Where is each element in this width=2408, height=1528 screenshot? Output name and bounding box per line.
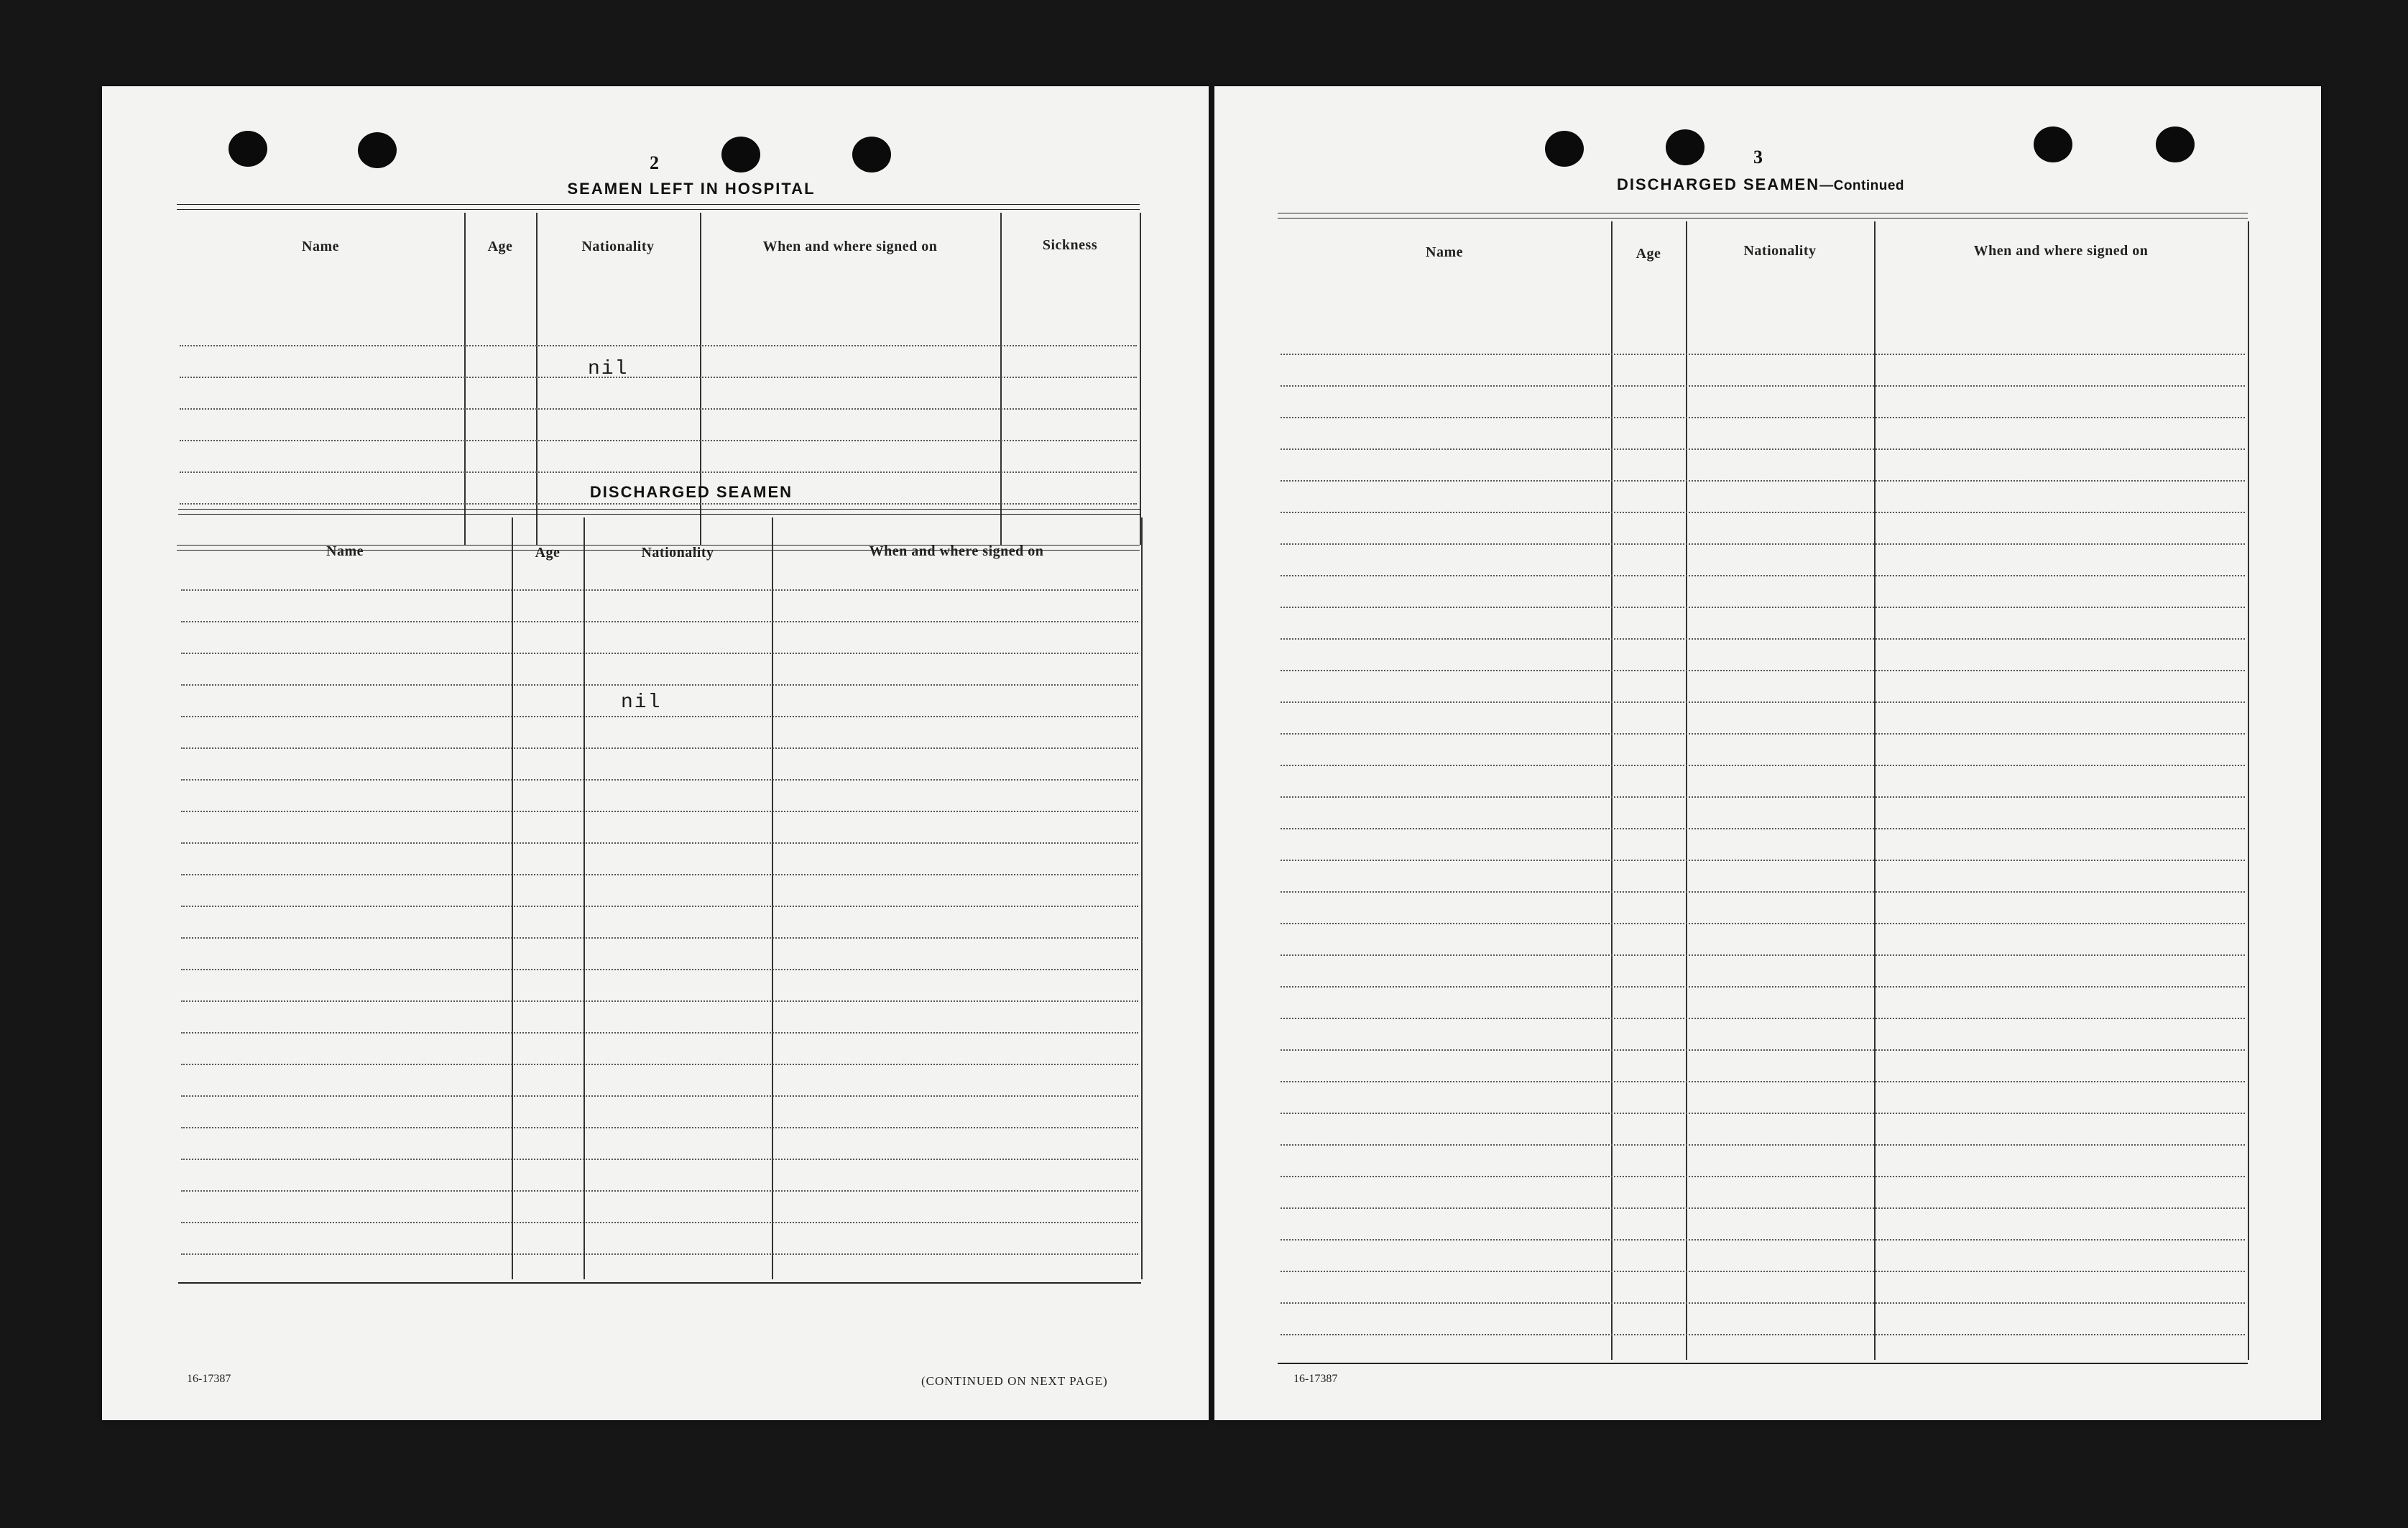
row-line [1281,354,2245,355]
row-line [1281,1144,2245,1146]
hospital-top-rule [177,204,1140,210]
row-line [1281,670,2245,671]
row-line [181,1253,1138,1255]
row-line [1281,796,2245,798]
discharged-nil-entry: nil [621,691,662,714]
discharged-continued-title [1531,175,1990,194]
row-line [181,653,1138,654]
discharged-continued-table [1278,221,2248,1360]
row-line [1281,986,2245,988]
discharged-section-title: DISCHARGED SEAMEN [589,483,793,501]
row-line [1281,1081,2245,1082]
age-column [1611,221,1687,1360]
column-header-age: Age [487,239,513,254]
row-line [181,1159,1138,1160]
row-line [1281,1113,2245,1114]
row-line [180,345,1137,346]
row-line [180,408,1137,410]
row-line [1281,1239,2245,1241]
row-line [180,471,1137,473]
nationality-column [583,517,773,1279]
punch-hole [1545,131,1584,167]
column-header-signed-on: When and where signed on [762,239,938,254]
row-line [181,779,1138,781]
row-line [1281,1049,2245,1051]
row-line [181,1095,1138,1097]
age-column [512,517,585,1279]
hospital-nil-entry: nil [588,358,629,380]
row-line [1281,765,2245,766]
column-header-nationality: Nationality [641,545,714,561]
column-header-age: Age [535,545,561,561]
row-line [180,377,1137,378]
row-line [1281,448,2245,450]
row-line [1281,1207,2245,1209]
continued-note: (CONTINUED ON NEXT PAGE) [921,1374,1108,1388]
column-header-sickness: Sickness [1042,237,1098,253]
row-line [181,1032,1138,1034]
column-header-signed-on: When and where signed on [1973,243,2149,259]
column-header-name: Name [302,239,339,254]
punch-hole [358,132,397,168]
row-line [181,747,1138,749]
column-header-nationality: Nationality [581,239,655,254]
row-line [180,440,1137,441]
name-column [178,517,513,1279]
row-line [1281,1334,2245,1335]
row-line [181,906,1138,907]
row-line [1281,638,2245,640]
page-number: 3 [1753,147,1763,167]
row-line [1281,1018,2245,1019]
left-page [102,86,1209,1420]
discharged-bottom-rule [178,1282,1141,1284]
row-line [1281,828,2245,829]
row-line [181,1000,1138,1002]
row-line [180,503,1137,505]
signed-on-column [772,517,1143,1279]
row-line [181,589,1138,591]
row-line [1281,954,2245,956]
row-line [181,937,1138,939]
row-line [181,1064,1138,1065]
row-line [1281,1271,2245,1272]
row-line [1281,1302,2245,1304]
row-line [1281,543,2245,545]
sickness-column [1000,213,1141,545]
punch-hole [2034,126,2072,162]
form-code: 16-17387 [1293,1373,1338,1385]
punch-hole [1666,129,1704,165]
form-code: 16-17387 [187,1373,231,1385]
row-line [1281,701,2245,703]
page-number: 2 [650,152,659,173]
column-header-age: Age [1636,246,1661,262]
name-column [1278,221,1613,1360]
row-line [1281,733,2245,735]
column-header-nationality: Nationality [1743,243,1817,259]
discharged-top-rule [178,509,1141,515]
row-line [181,811,1138,812]
row-line [1281,385,2245,387]
punch-hole [2156,126,2195,162]
right-page [1214,86,2321,1420]
row-line [181,874,1138,875]
row-line [1281,860,2245,861]
column-header-name: Name [326,543,364,559]
row-line [1281,480,2245,482]
row-line [1281,607,2245,608]
row-line [1281,923,2245,924]
row-line [181,1127,1138,1128]
row-line [1281,1176,2245,1177]
row-line [181,716,1138,717]
signed-on-column [1874,221,2249,1360]
punch-hole [852,137,891,172]
row-line [1281,575,2245,576]
row-line [181,621,1138,622]
right-bottom-rule [1278,1363,2248,1364]
row-line [181,969,1138,970]
row-line [181,842,1138,844]
nationality-column [1686,221,1876,1360]
section-title-text: DISCHARGED SEAMEN [1616,175,1820,193]
column-header-signed-on: When and where signed on [869,543,1044,559]
discharged-table [178,517,1141,1279]
punch-hole [229,131,267,167]
row-line [181,1190,1138,1192]
row-line [1281,891,2245,893]
right-top-rule [1278,213,2248,218]
row-line [1281,417,2245,418]
row-line [181,684,1138,686]
punch-hole [721,137,760,172]
column-header-name: Name [1426,244,1463,260]
section-title-suffix: —Continued [1819,178,1905,193]
row-line [1281,512,2245,513]
row-line [181,1222,1138,1223]
hospital-section-title: SEAMEN LEFT IN HOSPITAL [567,180,816,198]
